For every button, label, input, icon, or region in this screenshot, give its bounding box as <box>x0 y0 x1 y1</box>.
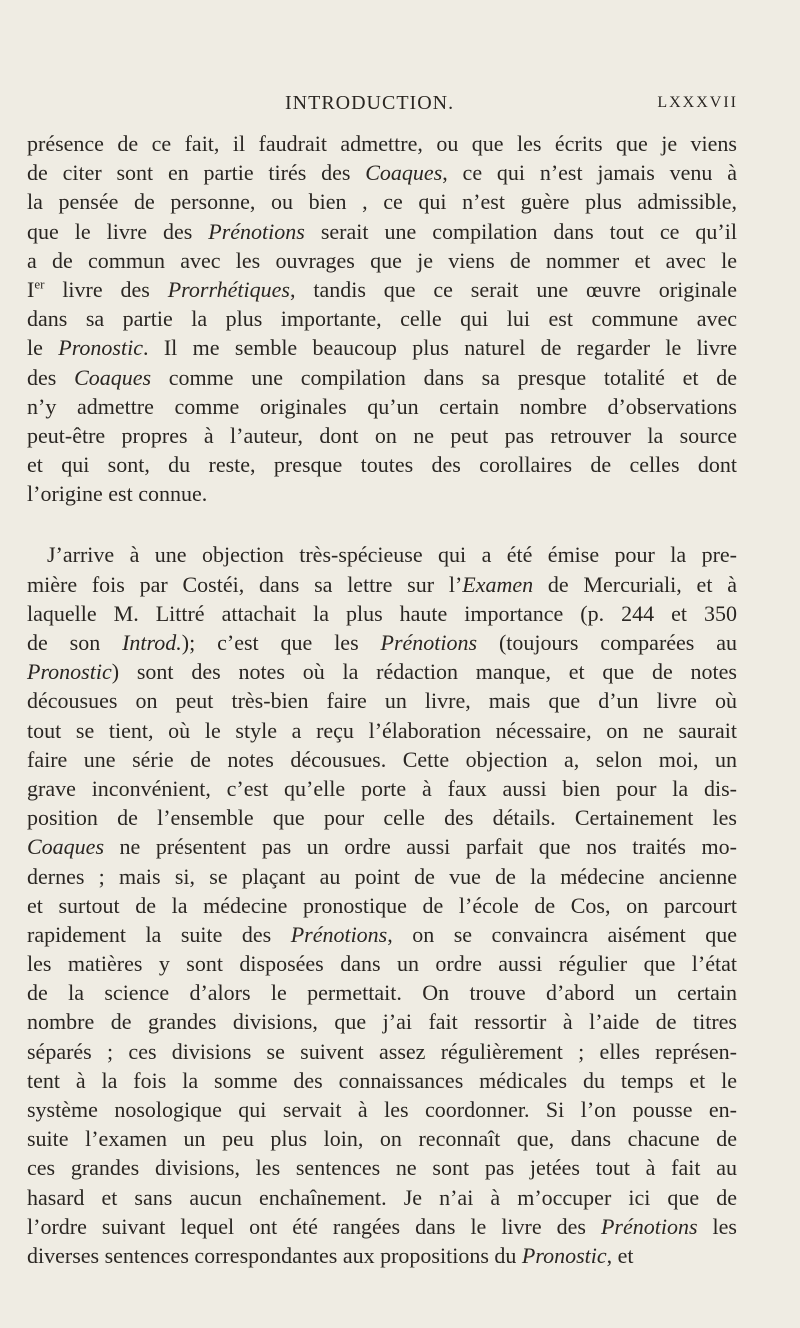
page-number: LXXXVII <box>657 94 738 111</box>
text-line <box>27 978 737 1007</box>
paragraph <box>27 129 737 508</box>
italic-title: Coaques <box>74 364 152 390</box>
text-run: de son <box>27 630 123 655</box>
text-line <box>27 1037 737 1066</box>
text-run: ) sont des notes où la rédaction manque, et que de notes <box>111 659 737 685</box>
text-run: , on se convaincra aisément que <box>387 921 737 947</box>
text-line <box>27 246 737 275</box>
text-run: . Il me semble beaucoup plus naturel de regarder le livre <box>142 335 737 361</box>
text-run: de citer sont en partie tirés des <box>27 160 366 186</box>
text-run: et qui sont, du reste, presque toutes des corollaires de celles dont <box>27 452 737 478</box>
text-run: présence de ce fait, il faudrait admettre, ou que les écrits que je viens <box>27 131 737 156</box>
text-run: ); c’est que les <box>181 630 381 655</box>
text-line <box>27 920 737 949</box>
paragraph-gap <box>27 508 737 540</box>
body-text <box>27 129 737 1270</box>
italic-title: Pronostic <box>58 335 143 361</box>
text-run: laquelle M. Littré attachait la plus haute importance (p. 244 et 350 <box>27 600 737 626</box>
text-run: la pensée de personne, ou bien , ce qui n’est guère plus admissible, <box>27 189 737 215</box>
text-run: dernes ; mais si, se plaçant au point de vue de la médecine ancienne <box>27 863 737 889</box>
text-line <box>27 949 737 978</box>
text-run: J’arrive à une objection très-spécieuse qui a été émise pour la pre- <box>47 542 737 568</box>
text-run: le <box>27 335 59 361</box>
text-line <box>27 862 737 891</box>
text-line <box>27 1153 737 1182</box>
text-line <box>27 686 737 715</box>
text-run: nombre de grandes divisions, que j’ai fait ressortir à l’aide de titres <box>27 1009 737 1035</box>
text-run: de Mercuriali, et à <box>533 571 737 597</box>
text-run: n’y admettre comme originales qu’un certain nombre d’observations <box>27 393 737 419</box>
text-run: l’ordre suivant lequel ont été rangées dans le livre des <box>27 1213 601 1239</box>
text-run: (toujours comparées au <box>477 630 738 655</box>
italic-title: Coaques <box>27 834 104 860</box>
italic-title: Introd. <box>122 630 182 655</box>
text-line <box>27 1183 737 1212</box>
text-line <box>27 716 737 745</box>
italic-title: Prorrhétiques <box>167 276 290 302</box>
text-line <box>27 1095 737 1124</box>
text-line <box>27 745 737 774</box>
text-run: , ce qui n’est jamais venu à <box>442 160 737 186</box>
text-run: tent à la fois la somme des connaissances médicales du temps et le <box>27 1067 737 1093</box>
text-run: les <box>697 1213 737 1239</box>
italic-title: Pronostic <box>27 659 112 685</box>
text-line <box>27 217 737 246</box>
text-run: rapidement la suite des <box>27 921 291 947</box>
text-line <box>27 304 737 333</box>
text-line <box>27 333 737 362</box>
italic-title: Prénotions <box>380 630 478 655</box>
text-run: décousues on peut très-bien faire un livre, mais que d’un livre où <box>27 688 737 714</box>
text-run: grave inconvénient, c’est qu’elle porte à faux aussi bien pour la dis- <box>27 775 737 801</box>
italic-title: Examen <box>462 571 534 597</box>
text-run: livre des <box>44 276 168 302</box>
text-run: I <box>27 276 35 302</box>
italic-title: Pronostic <box>521 1242 607 1268</box>
text-line <box>27 158 737 187</box>
text-run: ces grandes divisions, les sentences ne sont pas jetées tout à fait au <box>27 1155 737 1181</box>
text-run: et surtout de la médecine pronostique de l’école de Cos, on parcourt <box>27 892 737 918</box>
italic-title: Prénotions <box>600 1213 698 1239</box>
text-line <box>27 450 737 479</box>
text-line <box>27 1212 737 1241</box>
text-run: , et <box>606 1242 634 1268</box>
text-line <box>27 570 737 599</box>
text-run: séparés ; ces divisions se suivent assez régulièrement ; elles représen- <box>27 1038 737 1064</box>
text-line <box>27 1124 737 1153</box>
text-run: serait une compilation dans tout ce qu’il <box>304 218 737 244</box>
text-line <box>27 657 737 686</box>
text-line <box>27 392 737 421</box>
text-line <box>27 803 737 832</box>
italic-title: Prénotions <box>290 921 388 947</box>
text-run: de la science d’alors le permettait. On trouve d’abord un certain <box>27 980 737 1006</box>
text-run: mière fois par Costéi, dans sa lettre sur l’ <box>27 571 463 597</box>
running-header <box>285 92 738 118</box>
text-run: l’origine est connue. <box>27 481 208 507</box>
text-run: a de commun avec les ouvrages que je viens de nommer et avec le <box>27 247 737 273</box>
text-run: peut-être propres à l’auteur, dont on ne peut pas retrouver la source <box>27 422 737 448</box>
text-line <box>27 275 737 304</box>
text-run: faire une série de notes décousues. Cette objection a, selon moi, un <box>27 746 737 772</box>
text-run: diverses sentences correspondantes aux propositions du <box>27 1242 522 1268</box>
text-line <box>27 479 737 508</box>
text-line <box>27 1066 737 1095</box>
text-run: , tandis que ce serait une œuvre originale <box>289 276 737 302</box>
text-run: tout se tient, où le style a reçu l’élaboration nécessaire, on ne saurait <box>27 717 737 743</box>
italic-title: Coaques <box>365 160 443 186</box>
italic-title: Prénotions <box>208 218 305 244</box>
text-run: position de l’ensemble que pour celle des détails. Certainement les <box>27 805 737 831</box>
text-line <box>27 628 737 657</box>
text-line <box>27 891 737 920</box>
paragraph <box>27 540 737 1270</box>
text-line <box>27 421 737 450</box>
running-title: INTRODUCTION. <box>285 92 455 114</box>
text-run: ne présentent pas un ordre aussi parfait que nos traités mo- <box>104 834 737 860</box>
text-line <box>27 187 737 216</box>
text-run: comme une compilation dans sa presque totalité et de <box>151 364 737 390</box>
superscript: er <box>34 276 45 292</box>
text-run: les matières y sont disposées dans un ordre aussi régulier que l’état <box>27 951 737 977</box>
text-line <box>27 1241 737 1270</box>
text-line <box>27 599 737 628</box>
text-line <box>27 363 737 392</box>
text-line <box>27 540 737 569</box>
text-run: que le livre des <box>27 218 209 244</box>
text-run: dans sa partie la plus importante, celle qui lui est commune avec <box>27 306 737 332</box>
text-run: des <box>27 364 75 390</box>
text-line <box>27 129 737 158</box>
text-line <box>27 1007 737 1036</box>
text-run: système nosologique qui servait à les coordonner. Si l’on pousse en- <box>27 1097 737 1122</box>
text-line <box>27 832 737 861</box>
text-run: suite l’examen un peu plus loin, on reconnaît que, dans chacune de <box>27 1126 737 1152</box>
text-line <box>27 774 737 803</box>
text-run: hasard et sans aucun enchaînement. Je n’ai à m’occuper ici que de <box>27 1184 737 1210</box>
